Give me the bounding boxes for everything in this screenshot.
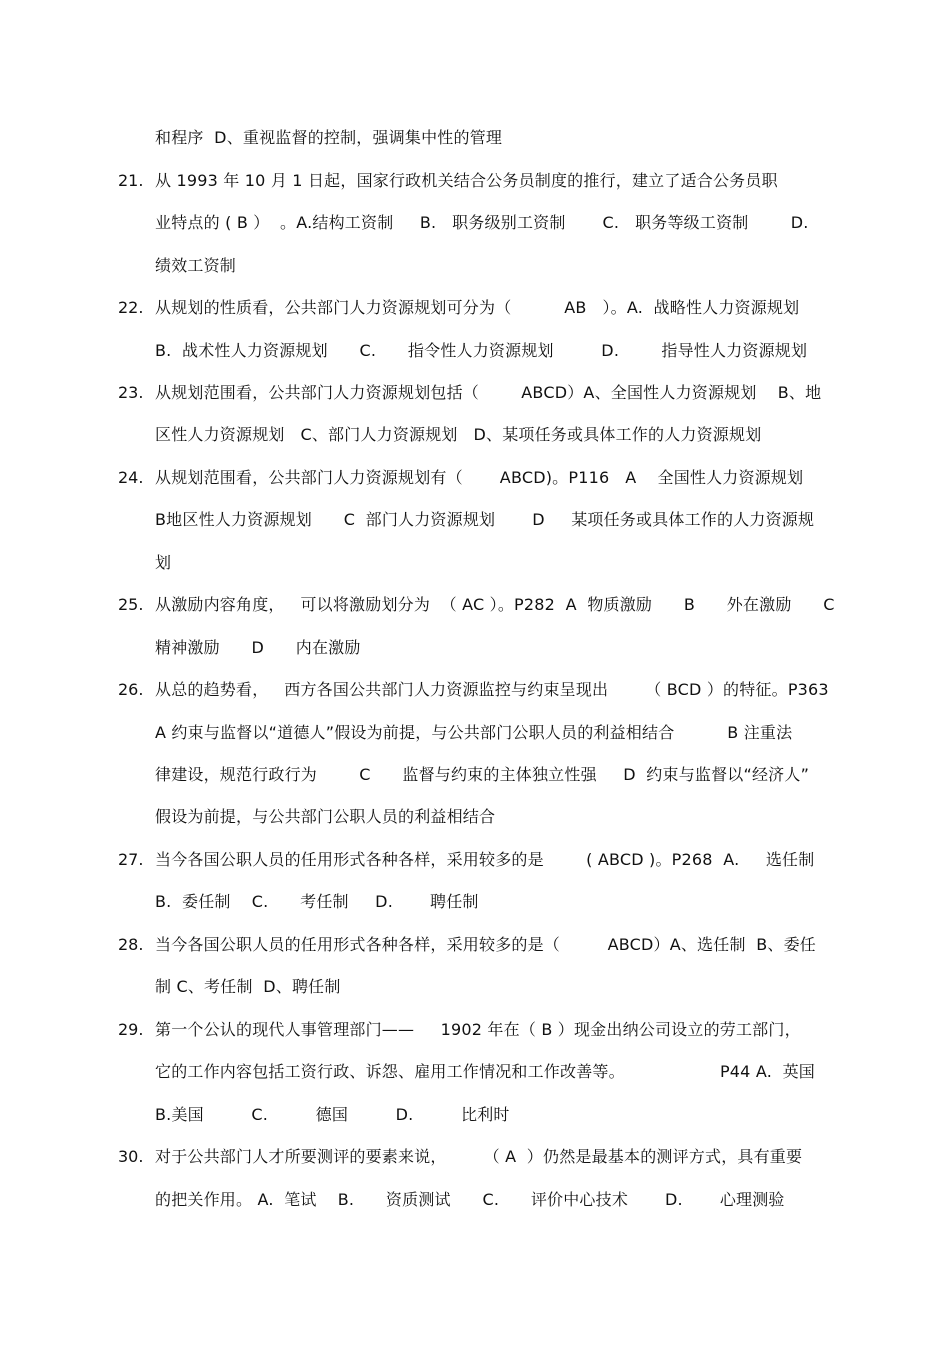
text-line: 制 C、考任制 D、聘任制 (155, 977, 341, 996)
text-line: 和程序 D、重视监督的控制，强调集中性的管理 (155, 128, 503, 147)
text-line: 从总的趋势看， 西方各国公共部门人力资源监控与约束呈现出 （ BCD ）的特征。P363 (155, 680, 829, 699)
text-line: B. 委任制 C. 考任制 D. 聘任制 (155, 892, 479, 911)
text-line: 精神激励 D 内在激励 (155, 638, 361, 657)
text-line: 区性人力资源规划 C、部门人力资源规划 D、某项任务或具体工作的人力资源规划 (155, 425, 762, 444)
question-number-22: 22. (118, 298, 144, 317)
text-line: 当今各国公职人员的任用形式各种各样，采用较多的是 ( ABCD )。P268 A. 选任制 (155, 850, 815, 869)
text-line: 的把关作用。 A. 笔试 B. 资质测试 C. 评价中心技术 D. 心理测验 (155, 1190, 785, 1209)
question-number-26: 26. (118, 680, 144, 699)
text-line: 从规划的性质看，公共部门人力资源规划可分为（ AB ）。A. 战略性人力资源规划 (155, 298, 800, 317)
text-line: 从激励内容角度， 可以将激励划分为 （ AC ）。P282 A 物质激励 B 外在激励 C (155, 595, 835, 614)
text-line: 绩效工资制 (155, 256, 237, 275)
text-line: 律建设，规范行政行为 C 监督与约束的主体独立性强 D 约束与监督以“经济人” (155, 765, 810, 784)
text-line: B.美国 C. 德国 D. 比利时 (155, 1105, 510, 1124)
text-line: 假设为前提，与公共部门公职人员的利益相结合 (155, 807, 496, 826)
text-line: 从 1993 年 10 月 1 日起，国家行政机关结合公务员制度的推行，建立了适合公务员职 (155, 171, 778, 190)
text-line: 从规划范围看，公共部门人力资源规划包括（ ABCD）A、全国性人力资源规划 B、地 (155, 383, 822, 402)
text-line: 从规划范围看，公共部门人力资源规划有（ ABCD)。P116 A 全国性人力资源规划 (155, 468, 804, 487)
question-number-25: 25. (118, 595, 144, 614)
text-line: 第一个公认的现代人事管理部门—— 1902 年在（ B ）现金出纳公司设立的劳工部门， (155, 1020, 801, 1039)
question-number-29: 29. (118, 1020, 144, 1039)
text-line: B. 战术性人力资源规划 C. 指令性人力资源规划 D. 指导性人力资源规划 (155, 341, 808, 360)
text-line: 它的工作内容包括工资行政、诉怨、雇用工作情况和工作改善等。 P44 A. 英国 (155, 1062, 815, 1081)
text-line: 业特点的 ( B ） 。A.结构工资制 B. 职务级别工资制 C. 职务等级工资制 D. (155, 213, 809, 232)
question-number-21: 21. (118, 171, 144, 190)
text-line: A 约束与监督以“道德人”假设为前提，与公共部门公职人员的利益相结合 B 注重法 (155, 723, 793, 742)
text-line: B地区性人力资源规划 C 部门人力资源规划 D 某项任务或具体工作的人力资源规 (155, 510, 815, 529)
text-line: 当今各国公职人员的任用形式各种各样，采用较多的是（ ABCD）A、选任制 B、委任 (155, 935, 817, 954)
question-number-27: 27. (118, 850, 144, 869)
question-number-30: 30. (118, 1147, 144, 1166)
question-number-23: 23. (118, 383, 144, 402)
text-line: 划 (155, 553, 172, 572)
text-line: 对于公共部门人才所要测评的要素来说， （ A ）仍然是最基本的测评方式，具有重要 (155, 1147, 803, 1166)
question-number-24: 24. (118, 468, 144, 487)
question-number-28: 28. (118, 935, 144, 954)
